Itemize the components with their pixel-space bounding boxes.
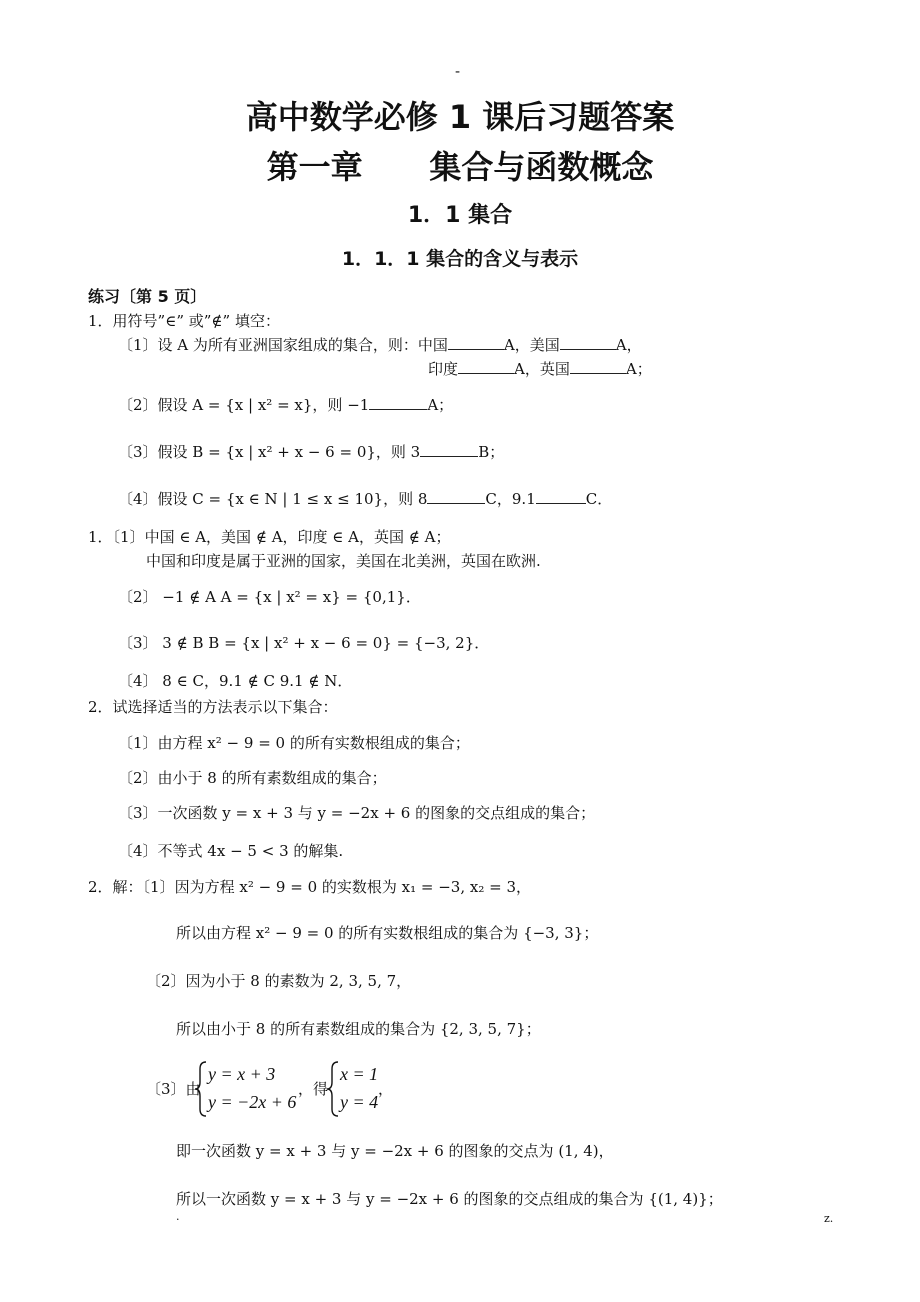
a1-line1b: 中国和印度是属于亚洲的国家，美国在北美洲，英国在欧洲. (146, 552, 541, 570)
q1-stem: 1．用符号”∈” 或”∉” 填空： (88, 312, 280, 330)
a1-line2: 〔2〕 −1 ∉ A A = {x | x² = x} = {0,1}． (118, 588, 421, 606)
left-brace-icon (194, 1060, 208, 1118)
a2-line3c: 所以一次函数 y = x + 3 与 y = −2x + 6 的图象的交点组成的集合为 {(1, 4)}； (176, 1190, 723, 1208)
q1-p3-text-b: B； (478, 443, 505, 461)
system1-row1: y = x + 3 (208, 1064, 276, 1084)
system1-row2: y = −2x + 6 (208, 1092, 297, 1112)
q1-p1-text-d: 印度 (428, 360, 459, 378)
answer-blank (420, 442, 478, 457)
answer-blank (369, 395, 427, 410)
a2-line1: 2．解：〔1〕因为方程 x² − 9 = 0 的实数根为 x₁ = −3, x₂ = 3， (88, 878, 532, 896)
equation-system-given (194, 1060, 304, 1118)
answer-blank (570, 359, 626, 374)
q1-part4 (118, 488, 612, 509)
answer-blank (427, 489, 485, 504)
subsection-heading: 1．1．1 集合的含义与表示 (341, 248, 579, 270)
a2-line3-post: ， (378, 1080, 394, 1098)
q1-p4-text-b: C，9.1 (485, 490, 536, 508)
q2-part3: 〔3〕一次函数 y = x + 3 与 y = −2x + 6 的图象的交点组成的集合； (118, 804, 596, 822)
section-heading: 1．1 集合 (407, 203, 513, 228)
practice-heading: 练习〔第 5 页〕 (88, 287, 207, 306)
a2-line2: 〔2〕因为小于 8 的素数为 2, 3, 5, 7， (146, 972, 412, 990)
system2-row2: y = 4 (340, 1092, 379, 1112)
a2-line3-pre: 〔3〕由 (146, 1080, 201, 1098)
q1-p1-text-f: A； (625, 360, 652, 378)
q1-p4-text-c: C． (585, 490, 613, 508)
q2-stem: 2．试选择适当的方法表示以下集合： (88, 698, 338, 716)
answer-blank (458, 359, 514, 374)
a2-line1b: 所以由方程 x² − 9 = 0 的所有实数根组成的集合为 {−3, 3}； (176, 924, 599, 942)
chapter-heading: 第一章 集合与函数概念 (266, 148, 654, 186)
document-title: 高中数学必修 1 课后习题答案 (245, 98, 675, 136)
a2-line3b: 即一次函数 y = x + 3 与 y = −2x + 6 的图象的交点为 (1, 4)， (176, 1142, 614, 1160)
a2-line2b: 所以由小于 8 的所有素数组成的集合为 {2, 3, 5, 7}； (176, 1020, 541, 1038)
q2-part4: 〔4〕不等式 4x − 5 < 3 的解集. (118, 842, 344, 860)
q1-p4-text-a: 〔4〕假设 C = {x ∈ N | 1 ≤ x ≤ 10}，则 8 (118, 490, 428, 508)
q1-p1-text-a: 〔1〕设 A 为所有亚洲国家组成的集合，则：中国 (118, 336, 448, 354)
footer-right: z. (824, 1212, 834, 1225)
q1-p3-text-a: 〔3〕假设 B = {x | x² + x − 6 = 0}，则 3 (118, 443, 421, 461)
q1-p2-text-a: 〔2〕假设 A = {x | x² = x}，则 −1 (118, 396, 370, 414)
q2-part1: 〔1〕由方程 x² − 9 = 0 的所有实数根组成的集合； (118, 734, 470, 752)
a1-line3: 〔3〕 3 ∉ B B = {x | x² + x − 6 = 0} = {−3, 2}． (118, 634, 490, 652)
a2-line3-mid: ，得 (298, 1080, 329, 1098)
answer-blank (536, 489, 586, 504)
q1-part1-line1 (118, 334, 642, 355)
answer-blank (448, 335, 504, 350)
q1-part3 (118, 441, 504, 462)
answer-blank (560, 335, 616, 350)
q1-p1-text-e: A，英国 (514, 360, 570, 378)
header-mark: - (455, 62, 461, 80)
system2-row1: x = 1 (340, 1064, 379, 1084)
a1-line4: 〔4〕 8 ∈ C，9.1 ∉ C 9.1 ∉ N． (118, 672, 353, 690)
a1-line1: 1．〔1〕中国 ∈ A，美国 ∉ A，印度 ∈ A，英国 ∉ A； (88, 528, 451, 546)
q2-part2: 〔2〕由小于 8 的所有素数组成的集合； (118, 769, 387, 787)
equation-system-solution (326, 1060, 386, 1118)
q1-p1-text-c: A， (615, 336, 642, 354)
q1-part2 (118, 394, 453, 415)
q1-p1-text-b: A，美国 (503, 336, 560, 354)
q1-part1-line2 (428, 358, 652, 379)
footer-left: . (176, 1210, 180, 1223)
left-brace-icon (326, 1060, 340, 1118)
q1-p2-text-b: A； (427, 396, 454, 414)
